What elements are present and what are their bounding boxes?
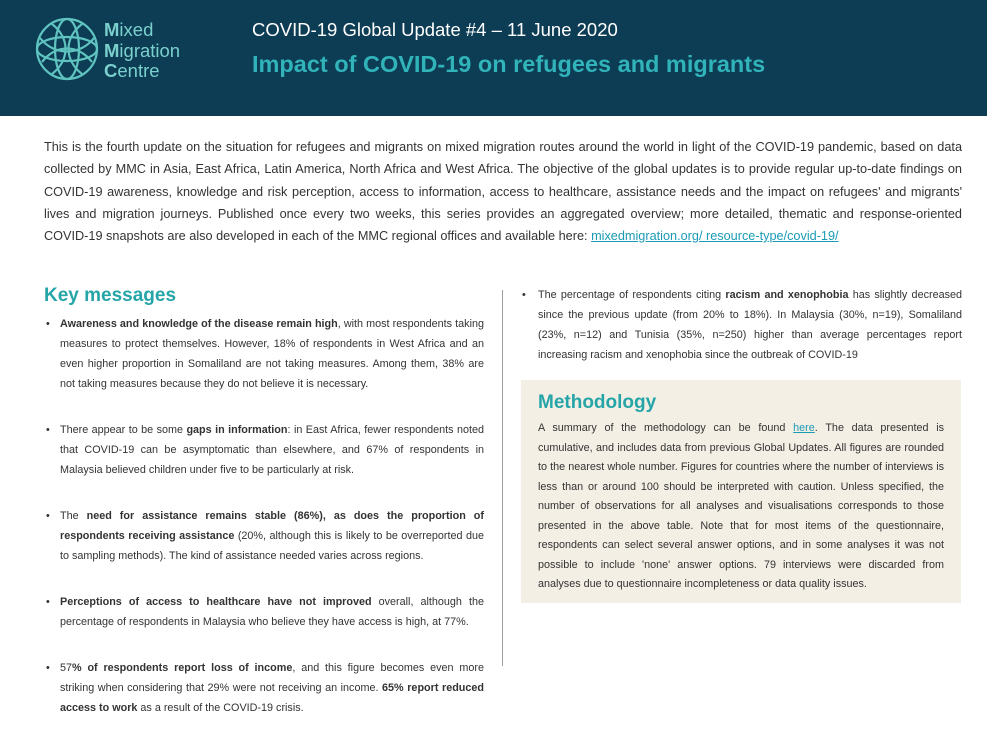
logo-wordmark: Mixed Migration Centre	[104, 19, 181, 81]
logo-line-2: igration	[119, 39, 181, 61]
methodology-box	[521, 380, 961, 603]
methodology-pre: A summary of the methodology can be found	[538, 422, 794, 434]
list-item	[520, 285, 962, 365]
item-mid: , and this figure becomes even more striking when considering that 29% were not receiving an income.	[60, 662, 484, 694]
item-text: : in East Africa, fewer respondents noted that COVID-19 can be asymptomatic than elsewhere, and 67% of respondents in Malaysia believed children under five to be particularly at risk.	[60, 424, 484, 476]
item-pre: 57	[60, 662, 73, 674]
item-bold-2: 65% report reduced access to work	[60, 682, 485, 714]
intro-text: This is the fourth update on the situation for refugees and migrants on mixed migration routes around the world in light of the COVID-19 pandemic, based on data collected by MMC in Asia, East Africa, Latin America, North Africa and West Africa. The objective of the global updates is to provide regular up-to-date findings on COVID-19 awareness, knowledge and risk perception, access to information, access to healthcare, assistance needs and the impact on refugees' and migrants' lives and migration journeys. Published once every two weeks, this series provides an aggregated overview; more detailed, thematic and response-oriented COVID-19 snapshots are also developed in each of the MMC regional offices and available here:	[44, 140, 962, 244]
logo-line-3: entre	[117, 60, 160, 81]
item-bold: racism and xenophobia	[725, 289, 849, 301]
header-title: Impact of COVID-19 on refugees and migrants	[252, 51, 766, 77]
item-text: has slightly decreased since the previous update (from 20% to 18%). In Malaysia (30%, n=19), Somaliland (23%, n=12) and Tunisia (35%, n=250) higher than average percentages report increasing racism and xenophobia since the outbreak of COVID-19	[538, 289, 962, 361]
item-bold: Perceptions of access to healthcare have not improved	[60, 596, 372, 608]
item-text: overall, although the percentage of respondents in Malaysia who believe they have access is high, at 77%.	[60, 596, 484, 628]
item-bold: Awareness and knowledge of the disease remain high	[60, 318, 338, 330]
key-messages-list	[44, 314, 484, 744]
item-bold: need for assistance remains stable (86%), as does the proportion of respondents receiving assistance	[60, 510, 484, 542]
item-pre: There appear to be some	[60, 424, 187, 436]
list-item	[44, 592, 484, 632]
list-item	[44, 420, 484, 480]
methodology-link[interactable]: here	[793, 422, 815, 434]
list-item	[44, 506, 484, 566]
methodology-text	[538, 419, 944, 595]
header-subtitle: COVID-19 Global Update #4 – 11 June 2020	[252, 19, 618, 40]
mmc-globe-logo-icon	[34, 16, 100, 82]
list-item	[44, 658, 484, 718]
methodology-rest: . The data presented is cumulative, and includes data from previous Global Updates. All figures are rounded to the nearest whole number. Figures for countries where the number of interviews is less than or around 100 should be interpreted with caution. Unless specified, the number of observations for all analyses and visualisations corresponds to those presented in the above table. Note that for most items of the questionnaire, respondents can select several answer options, and in some analyses it was not possible to include 'none' answer options. 79 interviews were discarded from analyses due to questionnaire incompleteness or data quality issues.	[538, 422, 944, 590]
logo-line-1: ixed	[119, 19, 154, 40]
item-text: as a result of the COVID-19 crisis.	[137, 702, 304, 714]
intro-paragraph	[44, 136, 962, 247]
item-pre: The percentage of respondents citing	[538, 289, 726, 301]
column-divider	[502, 290, 503, 666]
header-banner	[0, 0, 987, 116]
list-item	[44, 314, 484, 394]
item-text: (20%, although this is likely to be overreported due to sampling methods). The kind of assistance needed varies across regions.	[60, 530, 484, 562]
item-pre: The	[60, 510, 87, 522]
key-messages-heading: Key messages	[44, 285, 177, 306]
methodology-heading: Methodology	[538, 392, 657, 413]
intro-link[interactable]: mixedmigration.org/ resource-type/covid-19/	[591, 229, 839, 244]
item-bold: gaps in information	[186, 424, 288, 436]
key-messages-list-right	[520, 285, 962, 365]
item-text: , with most respondents taking measures to protect themselves. However, 18% of respondents in West Africa and an even higher proportion in Somaliland are not taking measures. Among them, 38% are not taking measures because they do not believe it is necessary.	[60, 318, 484, 390]
item-bold: % of respondents report loss of income	[72, 662, 293, 674]
